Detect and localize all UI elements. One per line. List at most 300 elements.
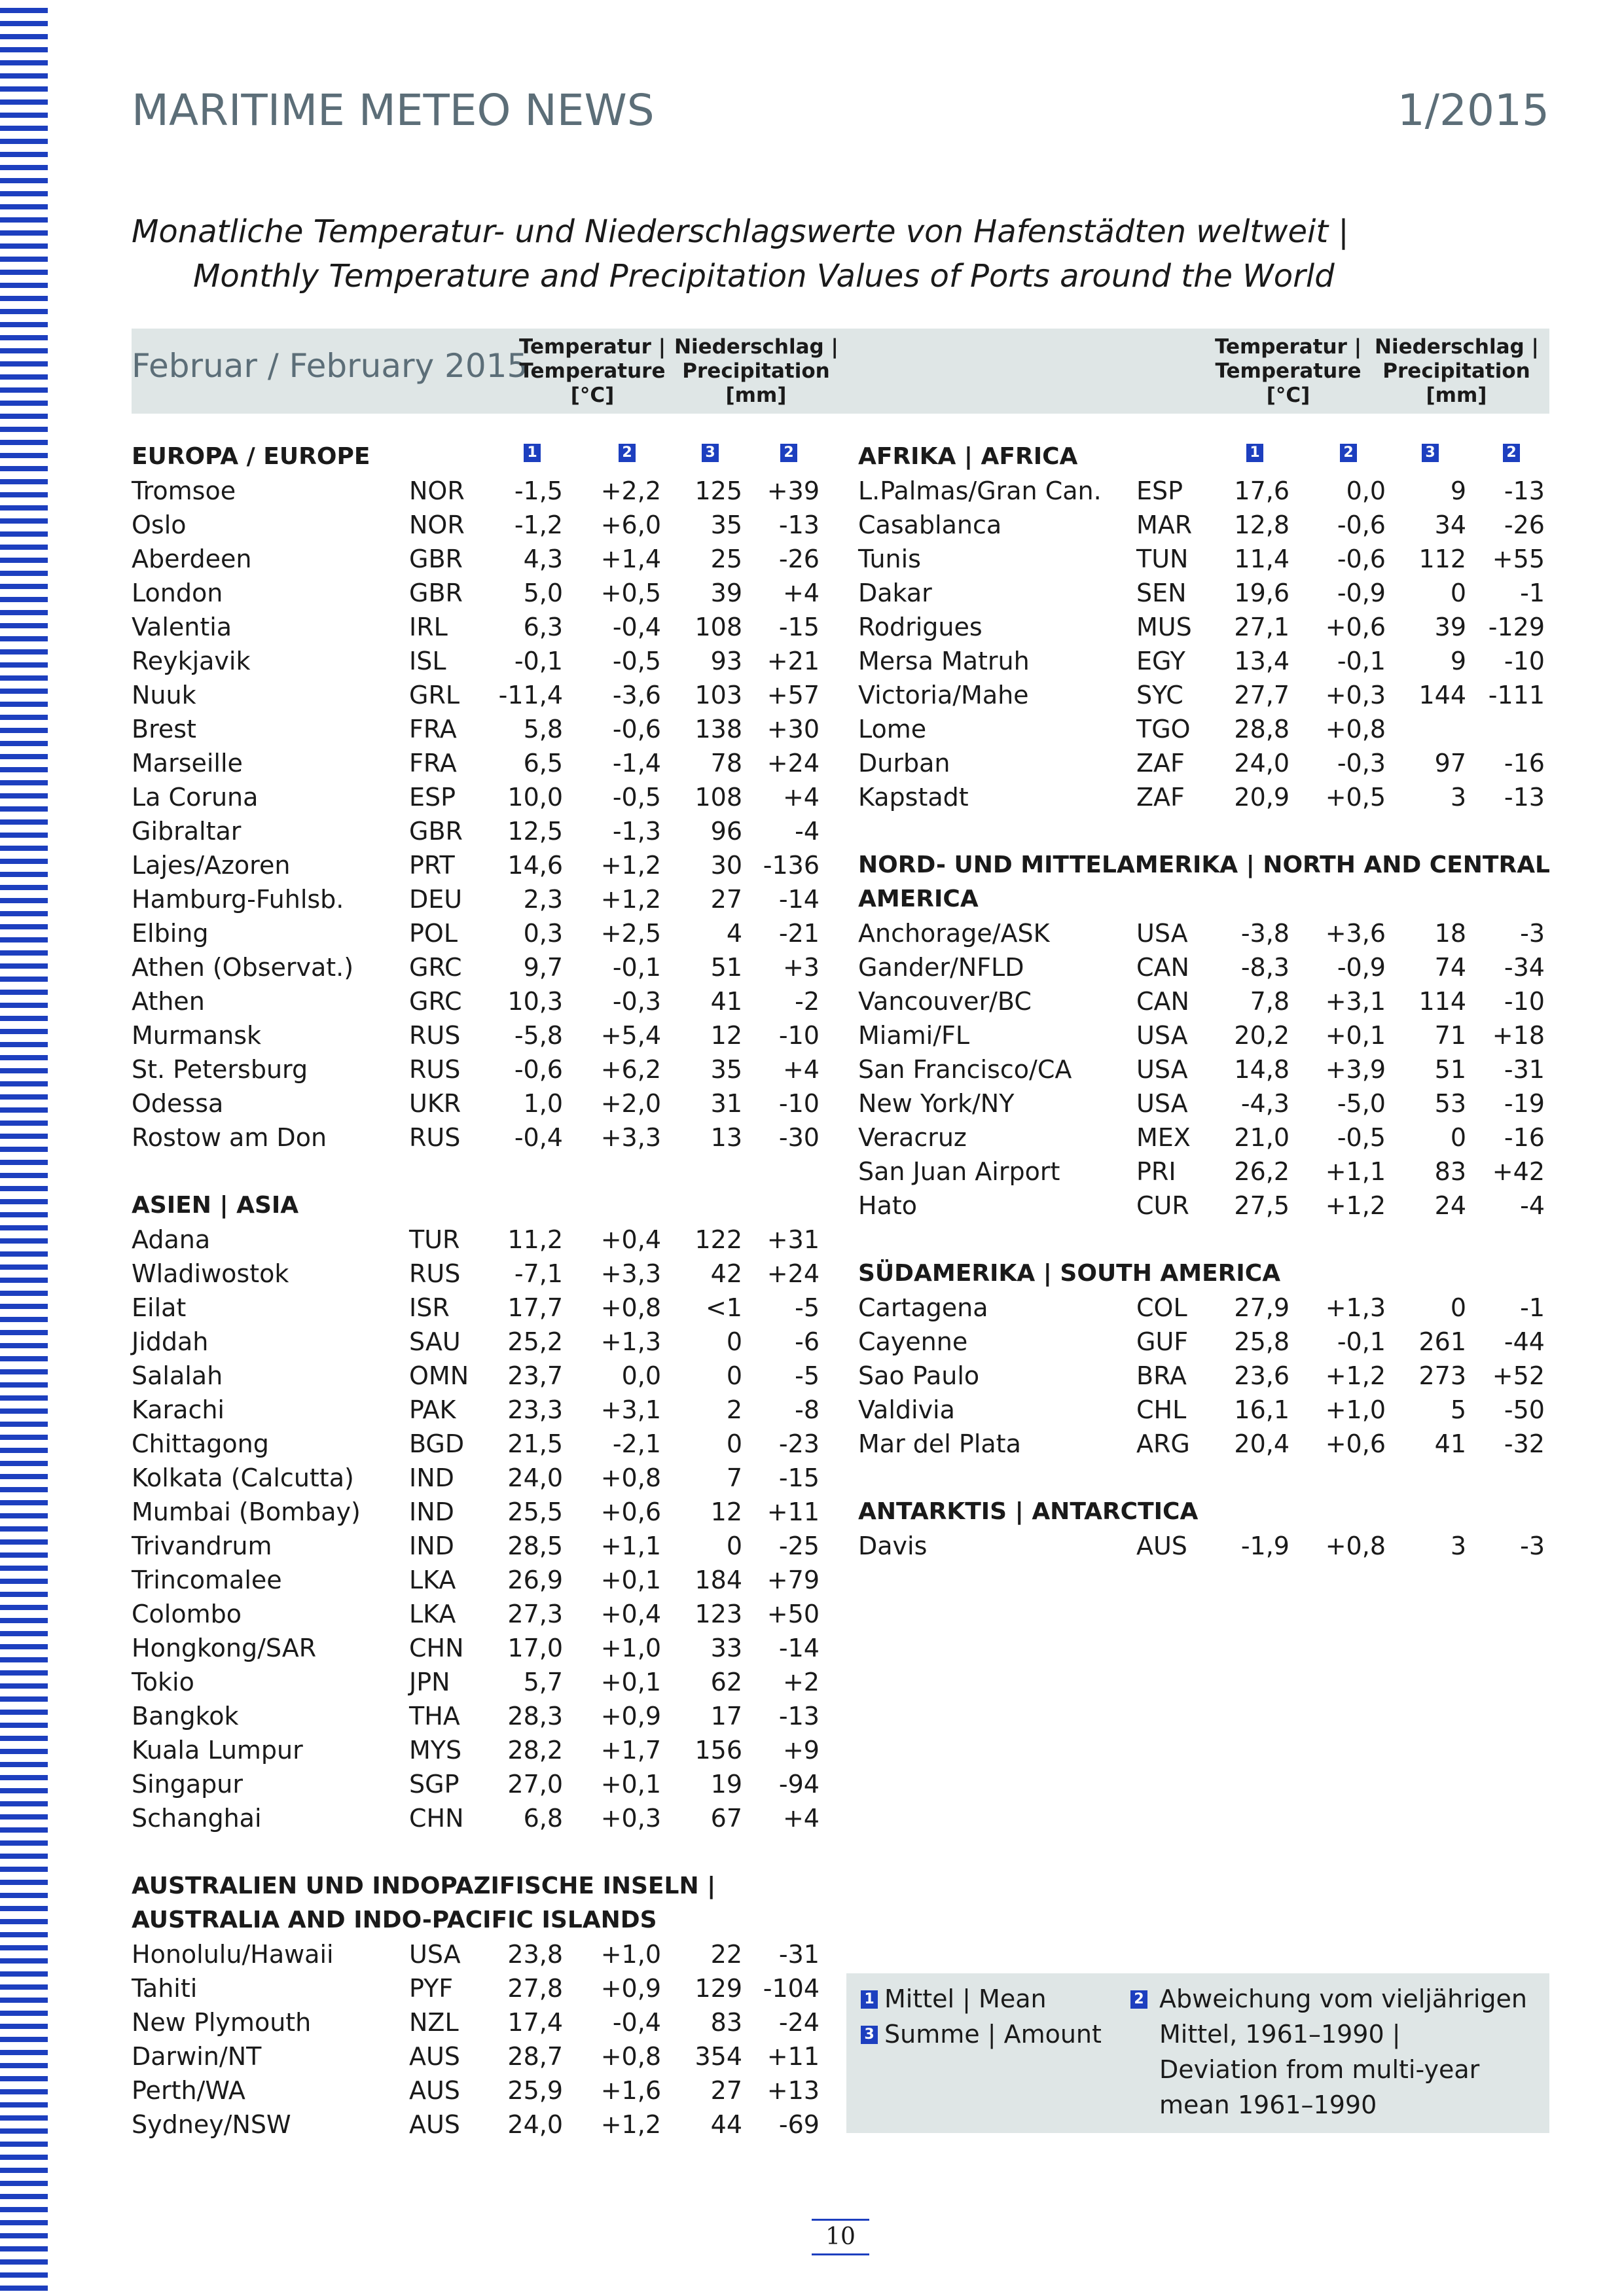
temperature-mean: 25,8: [1234, 1327, 1290, 1356]
country-code: NOR: [409, 511, 465, 539]
temperature-column-header-right: Temperatur | Temperature [°C]: [1214, 335, 1362, 407]
port-name: Gander/NFLD: [858, 953, 1024, 982]
country-code: TGO: [1136, 715, 1191, 744]
port-name: Athen (Observat.): [132, 953, 354, 982]
temperature-mean: -8,3: [1240, 953, 1290, 982]
precipitation-amount: 273: [1418, 1361, 1466, 1390]
precipitation-deviation: +30: [767, 715, 820, 744]
precipitation-deviation: -14: [778, 1634, 820, 1662]
precipitation-amount: 51: [710, 953, 742, 982]
table-row: [0, 1018, 1624, 1052]
precipitation-deviation: -5: [795, 1361, 820, 1390]
precipitation-deviation: +24: [767, 749, 820, 778]
temperature-deviation: 0,0: [621, 1361, 661, 1390]
country-code: BRA: [1136, 1361, 1187, 1390]
precipitation-amount: 27: [710, 885, 742, 914]
port-name: Rodrigues: [858, 613, 983, 641]
precipitation-amount: 78: [710, 749, 742, 778]
table-row: [0, 1325, 1624, 1359]
section-title: AMERICA: [858, 886, 979, 912]
temperature-mean: 17,4: [507, 2008, 563, 2037]
precipitation-deviation: +55: [1492, 545, 1545, 573]
precipitation-deviation: -13: [778, 1702, 820, 1731]
country-code: FRA: [409, 749, 457, 778]
temperature-mean: 23,6: [1234, 1361, 1290, 1390]
temperature-mean: 7,8: [1250, 987, 1290, 1016]
port-name: Chittagong: [132, 1429, 269, 1458]
table-row: [0, 1052, 1624, 1086]
country-code: IND: [409, 1463, 454, 1492]
precipitation-amount: 122: [695, 1225, 742, 1254]
precipitation-amount: 354: [695, 2042, 742, 2071]
port-name: Vancouver/BC: [858, 987, 1032, 1016]
precipitation-amount: 41: [710, 987, 742, 1016]
temperature-deviation: +0,8: [600, 1293, 661, 1322]
precipitation-deviation: +4: [782, 783, 820, 812]
table-row: [0, 1359, 1624, 1393]
precipitation-deviation: -16: [1504, 749, 1545, 778]
temperature-mean: 28,5: [507, 1532, 563, 1560]
section-title: NORD- UND MITTELAMERIKA | NORTH AND CENTRAL: [858, 852, 1550, 878]
port-name: San Francisco/CA: [858, 1055, 1072, 1084]
precipitation-amount: 97: [1434, 749, 1466, 778]
precipitation-amount: 4: [726, 919, 742, 948]
temperature-deviation: -0,3: [1337, 749, 1386, 778]
port-name: Schanghai: [132, 1804, 262, 1833]
precipitation-amount: 129: [695, 1974, 742, 2003]
table-row: [0, 678, 1624, 712]
temperature-mean: 11,4: [1234, 545, 1290, 573]
temperature-deviation: -0,3: [612, 987, 661, 1016]
precipitation-amount: 108: [695, 783, 742, 812]
country-code: SEN: [1136, 579, 1187, 607]
country-code: GBR: [409, 579, 463, 607]
temperature-deviation: +3,3: [600, 1259, 661, 1288]
temperature-deviation: +3,3: [600, 1123, 661, 1152]
temperature-deviation: +0,1: [600, 1770, 661, 1799]
port-name: Davis: [858, 1532, 928, 1560]
marker-1-icon: 1: [1246, 444, 1263, 462]
temperature-mean: 0,3: [523, 919, 563, 948]
temperature-deviation: -0,4: [612, 2008, 661, 2037]
precipitation-amount: 0: [726, 1361, 742, 1390]
precipitation-amount: 42: [710, 1259, 742, 1288]
marker-1-icon: 1: [861, 1990, 878, 2009]
table-row: [0, 1461, 1624, 1495]
country-code: CAN: [1136, 987, 1189, 1016]
precipitation-amount: 93: [710, 647, 742, 675]
precipitation-deviation: +79: [767, 1566, 820, 1594]
precipitation-deviation: -15: [778, 613, 820, 641]
country-code: OMN: [409, 1361, 469, 1390]
temperature-deviation: -2,1: [612, 1429, 661, 1458]
table-row: [0, 1189, 1624, 1223]
temperature-mean: 12,8: [1234, 511, 1290, 539]
temperature-mean: 20,4: [1234, 1429, 1290, 1458]
temperature-deviation: +0,1: [600, 1668, 661, 1696]
country-code: MEX: [1136, 1123, 1191, 1152]
temperature-mean: 17,7: [507, 1293, 563, 1322]
temperature-deviation: -0,6: [1337, 545, 1386, 573]
headline-line-2: Monthly Temperature and Precipitation Values of Ports around the World: [193, 258, 1335, 295]
temperature-deviation: +1,2: [1325, 1191, 1386, 1220]
temperature-deviation: +0,6: [600, 1498, 661, 1526]
precipitation-amount: 108: [695, 613, 742, 641]
table-row: [0, 882, 1624, 916]
table-row: [0, 1699, 1624, 1733]
page-header-issue: 1/2015: [1397, 85, 1549, 135]
precipitation-amount: 3: [1450, 783, 1466, 812]
precipitation-amount: 34: [1434, 511, 1466, 539]
precipitation-amount: 30: [710, 851, 742, 880]
precipitation-deviation: -4: [795, 817, 820, 846]
temperature-deviation: +0,6: [1325, 613, 1386, 641]
temperature-mean: 27,3: [507, 1600, 563, 1628]
table-row: [0, 1767, 1624, 1801]
country-code: AUS: [1136, 1532, 1187, 1560]
temperature-deviation: +1,3: [600, 1327, 661, 1356]
port-name: London: [132, 579, 223, 607]
precipitation-amount: 74: [1434, 953, 1466, 982]
precipitation-deviation: -26: [778, 545, 820, 573]
temperature-mean: 6,5: [523, 749, 563, 778]
temperature-mean: -3,8: [1240, 919, 1290, 948]
port-name: Anchorage/ASK: [858, 919, 1050, 948]
port-name: Tunis: [858, 545, 921, 573]
precipitation-deviation: +3: [782, 953, 820, 982]
temperature-mean: 11,2: [507, 1225, 563, 1254]
precipitation-amount: 7: [726, 1463, 742, 1492]
marker-2-icon: 2: [780, 444, 797, 462]
marker-3-icon: 3: [1422, 444, 1439, 462]
precipitation-deviation: +4: [782, 579, 820, 607]
country-code: IRL: [409, 613, 448, 641]
port-name: Lajes/Azoren: [132, 851, 291, 880]
table-row: [0, 1223, 1624, 1257]
country-code: ISL: [409, 647, 446, 675]
precipitation-amount: 62: [710, 1668, 742, 1696]
country-code: LKA: [409, 1566, 456, 1594]
table-row: [0, 508, 1624, 542]
temperature-mean: 1,0: [523, 1089, 563, 1118]
precipitation-deviation: -13: [1504, 476, 1545, 505]
marker-2-icon: 2: [1503, 444, 1520, 462]
table-row: [0, 1563, 1624, 1597]
temperature-mean: 25,2: [507, 1327, 563, 1356]
precipitation-deviation: +50: [767, 1600, 820, 1628]
port-name: Sydney/NSW: [132, 2110, 291, 2139]
precipitation-deviation: +2: [782, 1668, 820, 1696]
temperature-deviation: +1,2: [600, 2110, 661, 2139]
precipitation-deviation: -10: [1504, 647, 1545, 675]
temperature-mean: 26,2: [1234, 1157, 1290, 1186]
temperature-mean: 20,2: [1234, 1021, 1290, 1050]
temperature-deviation: +1,1: [600, 1532, 661, 1560]
port-name: Hato: [858, 1191, 918, 1220]
precipitation-deviation: -26: [1504, 511, 1545, 539]
port-name: Kuala Lumpur: [132, 1736, 303, 1765]
precipitation-amount: 96: [710, 817, 742, 846]
precipitation-deviation: -94: [778, 1770, 820, 1799]
country-code: GRC: [409, 953, 462, 982]
country-code: GRL: [409, 681, 460, 709]
temperature-deviation: -0,1: [1337, 647, 1386, 675]
country-code: MYS: [409, 1736, 462, 1765]
port-name: Elbing: [132, 919, 209, 948]
country-code: GRC: [409, 987, 462, 1016]
temperature-deviation: +0,8: [600, 2042, 661, 2071]
temperature-mean: 24,0: [1234, 749, 1290, 778]
precipitation-amount: 22: [710, 1940, 742, 1969]
precipitation-amount: 12: [710, 1498, 742, 1526]
legend-amount: 3 Summe | Amount: [861, 2017, 1102, 2052]
temperature-mean: -0,6: [514, 1055, 563, 1084]
temperature-mean: -4,3: [1240, 1089, 1290, 1118]
country-code: GUF: [1136, 1327, 1189, 1356]
country-code: PRI: [1136, 1157, 1176, 1186]
temperature-deviation: +1,7: [600, 1736, 661, 1765]
table-row: [0, 542, 1624, 576]
country-code: ESP: [1136, 476, 1183, 505]
precipitation-amount: 0: [726, 1327, 742, 1356]
temperature-deviation: +1,2: [1325, 1361, 1386, 1390]
precipitation-deviation: -3: [1520, 1532, 1545, 1560]
table-row: [0, 1529, 1624, 1563]
section-title: AFRIKA | AFRICA: [858, 443, 1078, 470]
port-name: Miami/FL: [858, 1021, 970, 1050]
table-row: [0, 916, 1624, 950]
country-code: LKA: [409, 1600, 456, 1628]
country-code: RUS: [409, 1055, 461, 1084]
temperature-deviation: +1,2: [600, 851, 661, 880]
country-code: DEU: [409, 885, 463, 914]
port-name: Colombo: [132, 1600, 242, 1628]
country-code: POL: [409, 919, 458, 948]
precipitation-deviation: -25: [778, 1532, 820, 1560]
precipitation-deviation: +18: [1492, 1021, 1545, 1050]
port-name: Salalah: [132, 1361, 223, 1390]
country-code: USA: [1136, 919, 1188, 948]
port-name: Honolulu/Hawaii: [132, 1940, 334, 1969]
port-name: Sao Paulo: [858, 1361, 980, 1390]
temperature-deviation: -0,6: [612, 715, 661, 744]
temperature-deviation: +1,4: [600, 545, 661, 573]
temperature-mean: 23,3: [507, 1395, 563, 1424]
table-row: [0, 644, 1624, 678]
precipitation-amount: 35: [710, 1055, 742, 1084]
precipitation-amount: 3: [1450, 1532, 1466, 1560]
port-name: Nuuk: [132, 681, 196, 709]
precipitation-amount: <1: [705, 1293, 742, 1322]
temperature-deviation: +0,8: [1325, 715, 1386, 744]
country-code: IND: [409, 1498, 454, 1526]
country-code: USA: [1136, 1021, 1188, 1050]
port-name: Cayenne: [858, 1327, 968, 1356]
table-row: [0, 1121, 1624, 1155]
temperature-mean: 25,9: [507, 2076, 563, 2105]
temperature-mean: -11,4: [498, 681, 563, 709]
temperature-deviation: +1,0: [600, 1940, 661, 1969]
temperature-deviation: +3,9: [1325, 1055, 1386, 1084]
precipitation-deviation: -15: [778, 1463, 820, 1492]
table-row: [0, 780, 1624, 814]
table-row: [0, 576, 1624, 610]
precipitation-amount: 24: [1434, 1191, 1466, 1220]
temperature-mean: -0,4: [514, 1123, 563, 1152]
precipitation-amount: 17: [710, 1702, 742, 1731]
precipitation-amount: 12: [710, 1021, 742, 1050]
precipitation-deviation: -31: [1504, 1055, 1545, 1084]
country-code: MAR: [1136, 511, 1193, 539]
temperature-deviation: +2,5: [600, 919, 661, 948]
temperature-mean: 17,6: [1234, 476, 1290, 505]
temperature-mean: 20,9: [1234, 783, 1290, 812]
temperature-mean: 12,5: [507, 817, 563, 846]
table-row: [0, 1665, 1624, 1699]
temperature-deviation: -1,3: [612, 817, 661, 846]
temperature-deviation: -3,6: [612, 681, 661, 709]
precipitation-amount: 144: [1418, 681, 1466, 709]
temperature-mean: 13,4: [1234, 647, 1290, 675]
country-code: CHL: [1136, 1395, 1187, 1424]
port-name: New Plymouth: [132, 2008, 312, 2037]
port-name: Rostow am Don: [132, 1123, 327, 1152]
port-name: Veracruz: [858, 1123, 967, 1152]
precipitation-deviation: -4: [1520, 1191, 1545, 1220]
temperature-deviation: +0,9: [600, 1974, 661, 2003]
port-name: Adana: [132, 1225, 211, 1254]
temperature-mean: 27,9: [1234, 1293, 1290, 1322]
country-code: RUS: [409, 1259, 461, 1288]
country-code: CHN: [409, 1634, 464, 1662]
precipitation-amount: 138: [695, 715, 742, 744]
country-code: UKR: [409, 1089, 461, 1118]
temperature-mean: 27,5: [1234, 1191, 1290, 1220]
precipitation-deviation: +42: [1492, 1157, 1545, 1186]
precipitation-amount: 83: [1434, 1157, 1466, 1186]
precipitation-amount: 125: [695, 476, 742, 505]
precipitation-deviation: -23: [778, 1429, 820, 1458]
precipitation-deviation: -6: [795, 1327, 820, 1356]
country-code: ESP: [409, 783, 456, 812]
temperature-deviation: +1,3: [1325, 1293, 1386, 1322]
temperature-mean: 24,0: [507, 1463, 563, 1492]
country-code: USA: [409, 1940, 461, 1969]
port-name: Darwin/NT: [132, 2042, 262, 2071]
port-name: Karachi: [132, 1395, 225, 1424]
precipitation-column-header-right: Niederschlag | Precipitation [mm]: [1375, 335, 1539, 407]
temperature-deviation: +0,4: [600, 1225, 661, 1254]
temperature-deviation: +1,0: [600, 1634, 661, 1662]
temperature-mean: 17,0: [507, 1634, 563, 1662]
precipitation-amount: 33: [710, 1634, 742, 1662]
table-row: [0, 1597, 1624, 1631]
port-name: Hongkong/SAR: [132, 1634, 317, 1662]
precipitation-deviation: -8: [795, 1395, 820, 1424]
precipitation-amount: 83: [710, 2008, 742, 2037]
precipitation-amount: 35: [710, 511, 742, 539]
port-name: Victoria/Mahe: [858, 681, 1029, 709]
precipitation-deviation: -3: [1520, 919, 1545, 948]
temperature-deviation: +2,2: [600, 476, 661, 505]
precipitation-amount: 114: [1418, 987, 1466, 1016]
country-code: TUR: [409, 1225, 460, 1254]
temperature-deviation: +5,4: [600, 1021, 661, 1050]
temperature-mean: 21,5: [507, 1429, 563, 1458]
precipitation-deviation: -14: [778, 885, 820, 914]
country-code: SAU: [409, 1327, 461, 1356]
temperature-mean: 27,1: [1234, 613, 1290, 641]
port-name: Gibraltar: [132, 817, 242, 846]
precipitation-deviation: -31: [778, 1940, 820, 1969]
temperature-deviation: -0,1: [1337, 1327, 1386, 1356]
temperature-mean: 2,3: [523, 885, 563, 914]
country-code: CAN: [1136, 953, 1189, 982]
port-name: Jiddah: [132, 1327, 209, 1356]
port-name: Athen: [132, 987, 205, 1016]
precipitation-deviation: -19: [1504, 1089, 1545, 1118]
country-code: JPN: [409, 1668, 450, 1696]
temperature-deviation: +0,3: [600, 1804, 661, 1833]
temperature-mean: 28,3: [507, 1702, 563, 1731]
precipitation-amount: 2: [726, 1395, 742, 1424]
temperature-deviation: +0,5: [1325, 783, 1386, 812]
temperature-deviation: +0,6: [1325, 1429, 1386, 1458]
section-title: SÜDAMERIKA | SOUTH AMERICA: [858, 1260, 1281, 1287]
temperature-mean: 28,8: [1234, 715, 1290, 744]
temperature-deviation: 0,0: [1346, 476, 1386, 505]
temperature-deviation: -0,9: [1337, 953, 1386, 982]
precipitation-deviation: -104: [763, 1974, 820, 2003]
port-name: Murmansk: [132, 1021, 262, 1050]
country-code: AUS: [409, 2076, 460, 2105]
temperature-deviation: -1,4: [612, 749, 661, 778]
country-code: FRA: [409, 715, 457, 744]
temperature-deviation: -0,4: [612, 613, 661, 641]
country-code: EGY: [1136, 647, 1185, 675]
table-row: [0, 1257, 1624, 1291]
port-name: Kolkata (Calcutta): [132, 1463, 354, 1492]
country-code: CHN: [409, 1804, 464, 1833]
table-row: [0, 1801, 1624, 1835]
precipitation-amount: 5: [1450, 1395, 1466, 1424]
precipitation-deviation: +39: [767, 476, 820, 505]
table-row: [0, 1393, 1624, 1427]
country-code: ISR: [409, 1293, 450, 1322]
temperature-mean: 19,6: [1234, 579, 1290, 607]
port-name: Tahiti: [132, 1974, 198, 2003]
port-name: Trincomalee: [132, 1566, 282, 1594]
country-code: GBR: [409, 817, 463, 846]
port-name: Dakar: [858, 579, 932, 607]
country-code: IND: [409, 1532, 454, 1560]
precipitation-deviation: -10: [1504, 987, 1545, 1016]
port-name: Mar del Plata: [858, 1429, 1021, 1458]
table-row: [0, 1937, 1624, 1971]
table-row: [0, 1427, 1624, 1461]
temperature-mean: 25,5: [507, 1498, 563, 1526]
legend-box: [846, 1973, 1549, 2133]
precipitation-amount: 261: [1418, 1327, 1466, 1356]
precipitation-deviation: +13: [767, 2076, 820, 2105]
temperature-mean: 4,3: [523, 545, 563, 573]
port-name: Valdivia: [858, 1395, 955, 1424]
precipitation-amount: 67: [710, 1804, 742, 1833]
precipitation-amount: 39: [710, 579, 742, 607]
precipitation-deviation: +57: [767, 681, 820, 709]
temperature-mean: 5,0: [523, 579, 563, 607]
section-title: AUSTRALIEN UND INDOPAZIFISCHE INSELN |: [132, 1873, 716, 1899]
